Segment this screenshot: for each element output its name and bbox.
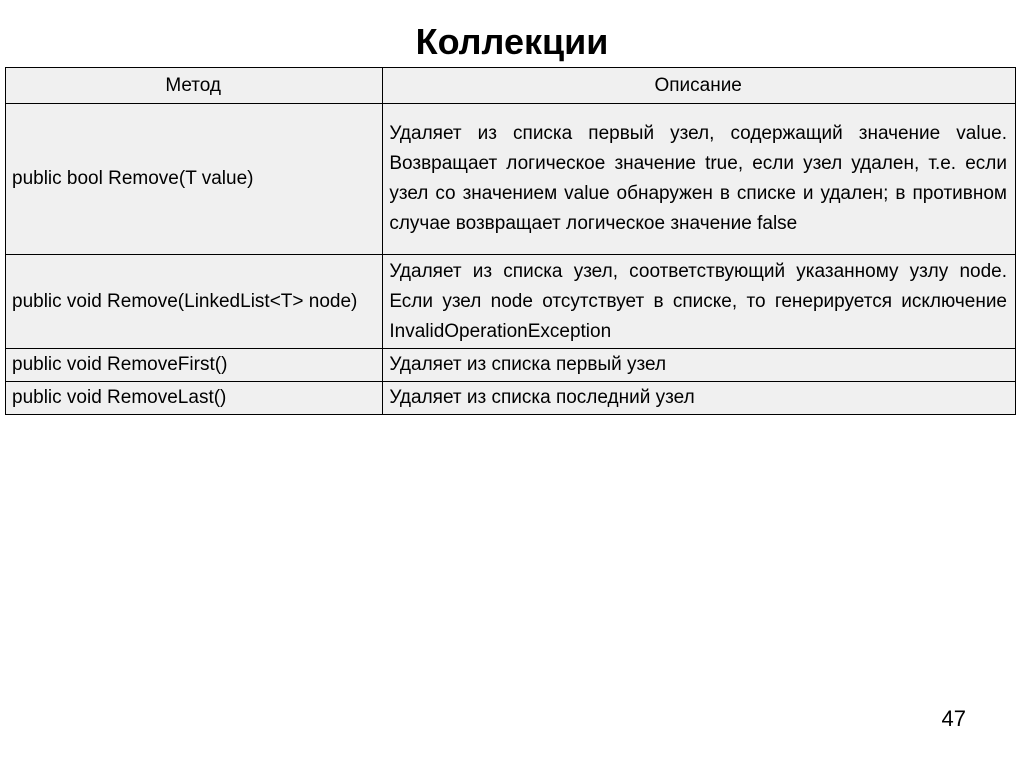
table-row [6, 382, 1016, 415]
description-cell: Удаляет из списка последний узел [383, 382, 1016, 415]
method-cell: public void Remove(LinkedList<T> node) [6, 255, 383, 349]
table-row [6, 104, 1016, 255]
description-cell: Удаляет из списка первый узел [383, 349, 1016, 382]
method-cell: public void RemoveFirst() [6, 349, 383, 382]
slide-title: Коллекции [415, 21, 609, 62]
method-cell: public bool Remove(T value) [6, 104, 383, 255]
header-method: Метод [6, 68, 383, 104]
table-row [6, 255, 1016, 349]
description-cell: Удаляет из списка первый узел, содержащий значение value. Возвращает логическое значение true, если узел удален, т.е. если узел со значением value обнаружен в списке и удален; в противном случае возвращает логическое значение false [383, 104, 1016, 255]
table-header-row [6, 68, 1016, 104]
method-cell: public void RemoveLast() [6, 382, 383, 415]
description-cell: Удаляет из списка узел, соответствующий указанному узлу node. Если узел node отсутствует в списке, то генерируется исключение InvalidOperationException [383, 255, 1016, 349]
page-number: 47 [941, 706, 966, 731]
header-description: Описание [383, 68, 1016, 104]
methods-table [5, 67, 1016, 415]
table-row [6, 349, 1016, 382]
